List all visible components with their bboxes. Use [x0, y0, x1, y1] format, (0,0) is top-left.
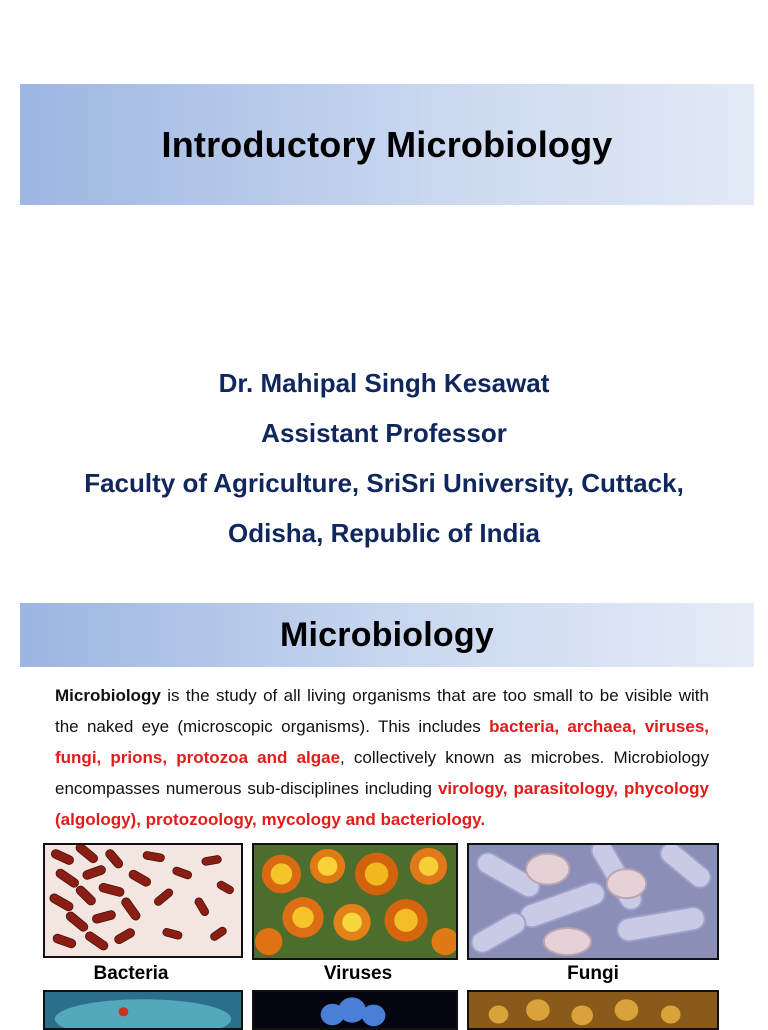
author-position: Assistant Professor — [261, 418, 507, 448]
fungi-caption: Fungi — [567, 963, 619, 984]
fungi-image — [467, 843, 719, 960]
bacteria-image — [43, 843, 243, 958]
section-title: Microbiology — [280, 615, 494, 654]
bacteria-caption: Bacteria — [93, 963, 169, 984]
intro-text-1: is the study of all living organisms that are too small to be visible with the naked eye (microscopic organisms). This includes — [55, 686, 709, 736]
protozoa-image — [43, 990, 243, 1030]
microbe-list: bacteria, archaea, viruses, fungi, prions, protozoa and algae — [55, 717, 709, 767]
intro-text-2: , collectively known as microbes. Microbiology encompasses numerous sub-disciplines including — [55, 748, 709, 798]
author-block — [0, 358, 768, 558]
author-name: Dr. Mahipal Singh Kesawat — [218, 368, 550, 398]
subdiscipline-list: virology, parasitology, phycology (algology), protozoology, mycology and bacteriology. — [55, 779, 709, 829]
intro-paragraph — [55, 680, 709, 835]
slide-title: Introductory Microbiology — [161, 123, 613, 165]
prions-image — [467, 990, 719, 1030]
viruses-image — [252, 843, 458, 960]
algae-image — [252, 990, 458, 1030]
author-location: Odisha, Republic of India — [227, 518, 541, 548]
viruses-caption: Viruses — [323, 963, 393, 984]
title-banner — [20, 84, 754, 205]
section-banner — [20, 603, 754, 667]
term-microbiology: Microbiology — [55, 686, 161, 705]
author-affiliation: Faculty of Agriculture, SriSri University, Cuttack, — [84, 468, 684, 498]
